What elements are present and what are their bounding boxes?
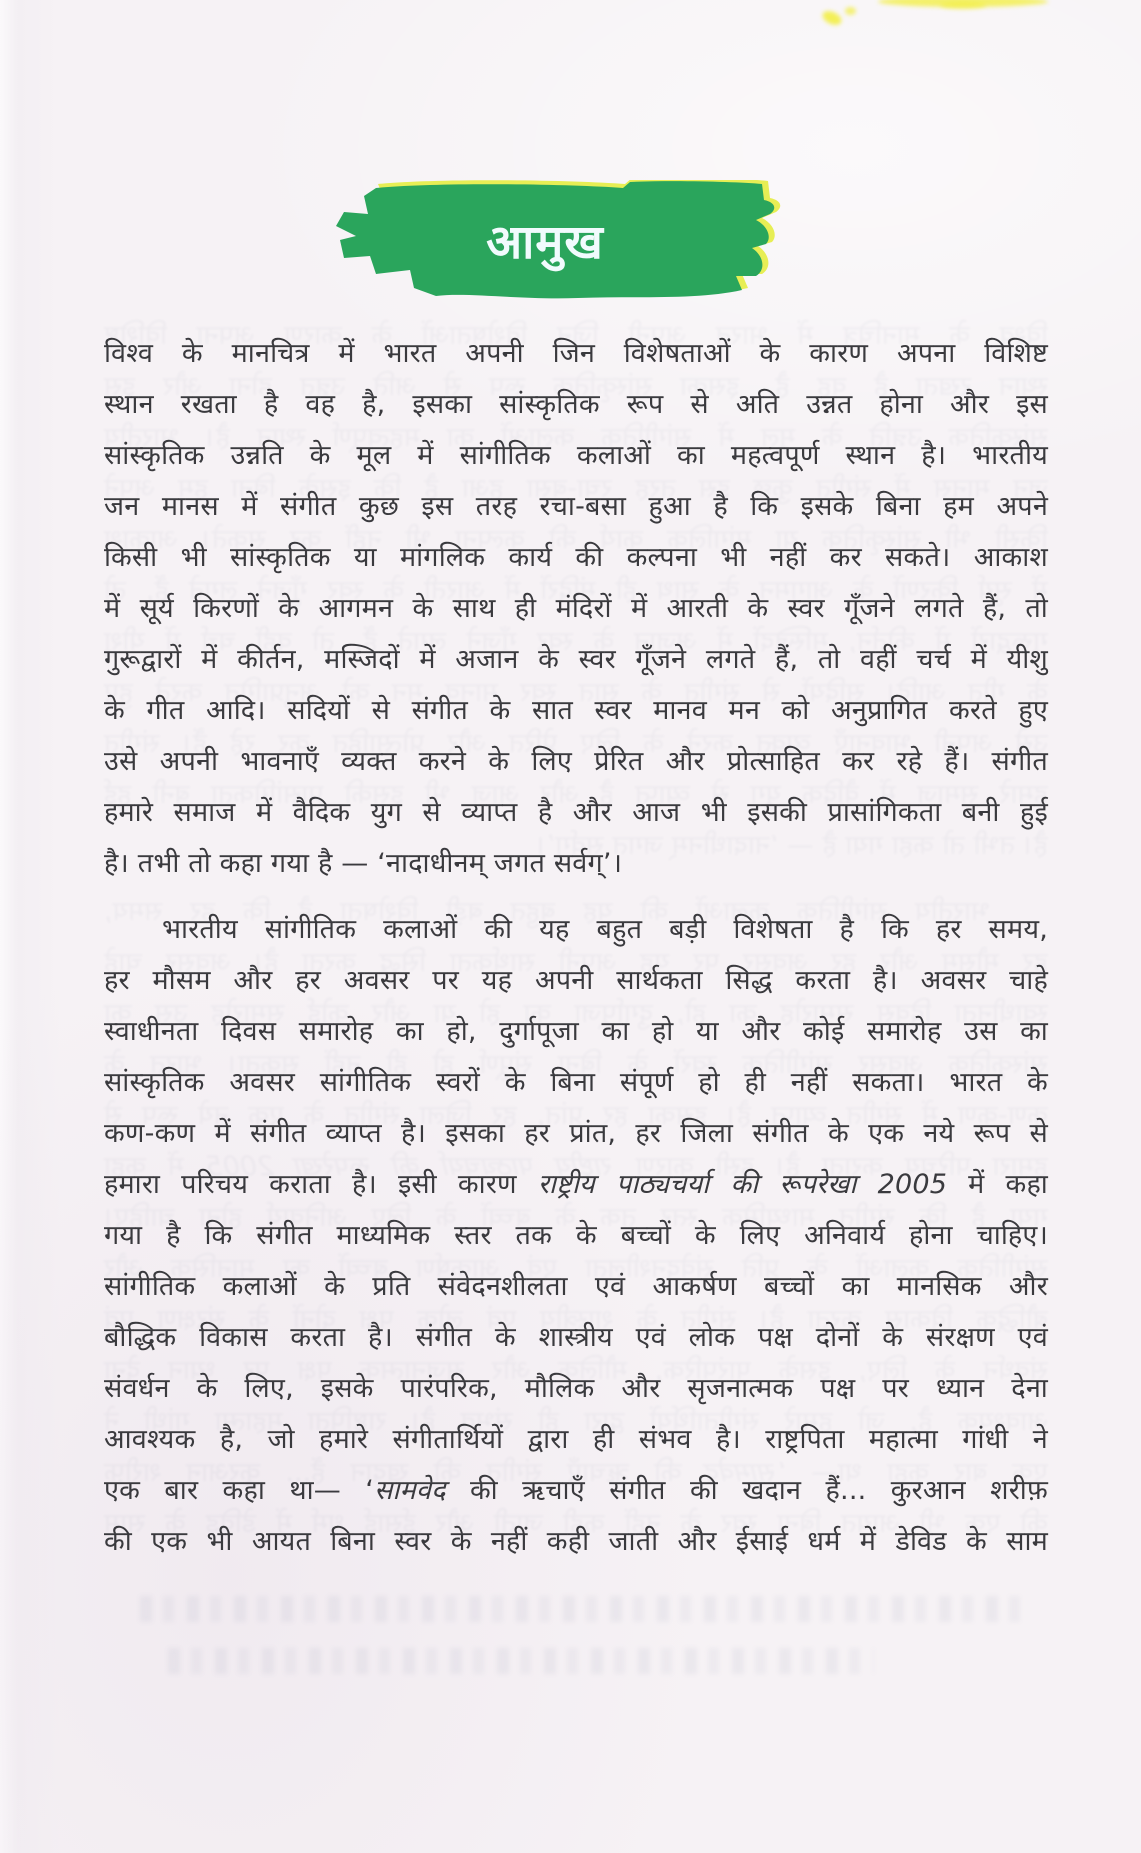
text-line: हमारे समाज में वैदिक युग से व्याप्त है और आज भी इसकी प्रासांगिकता बनी हुई xyxy=(104,797,1048,828)
text-line: में सूर्य किरणों के आगमन के साथ ही मंदिरों में आरती के स्वर गूँजने लगते हैं, तो xyxy=(104,593,1048,624)
text-line: विश्व के मानचित्र में भारत अपनी जिन विशेषताओं के कारण अपना विशिष्ट xyxy=(104,338,1048,369)
text-line: हमारा परिचय कराता है। इसी कारण राष्ट्रीय पाठ्यचर्या की रूपरेखा 2005 में कहा xyxy=(104,1169,1048,1200)
text-line: सांगीतिक कलाओं के प्रति संवेदनशीलता एवं आकर्षण बच्चों का मानसिक और xyxy=(104,1271,1048,1302)
text-line: उसे अपनी भावनाएँ व्यक्त करने के लिए प्रेरित और प्रोत्साहित कर रहे हैं। संगीत xyxy=(104,746,1048,777)
page-title: आमुख xyxy=(486,215,604,270)
bleedthrough-line xyxy=(168,1648,874,1674)
text-line: सांस्कृतिक अवसर सांगीतिक स्वरों के बिना संपूर्ण हो ही नहीं सकता। भारत के xyxy=(104,1067,1048,1098)
bleedthrough-line xyxy=(140,1596,1030,1622)
text-line: स्थान रखता है वह है, इसका सांस्कृतिक रूप से अति उन्नत होना और इस xyxy=(104,389,1048,420)
highlighter-smudge xyxy=(820,8,843,27)
text-line: एक बार कहा था— ‘सामवेद की ऋचाएँ संगीत की खदान हैं... कुरआन शरीफ़ xyxy=(104,1475,1048,1506)
text-line: हर मौसम और हर अवसर पर यह अपनी सार्थकता सिद्ध करता है। अवसर चाहे xyxy=(104,965,1048,996)
text-line: संवर्धन के लिए, इसके पारंपरिक, मौलिक और सृजनात्मक पक्ष पर ध्यान देना xyxy=(104,1373,1048,1404)
text-line: भारतीय सांगीतिक कलाओं की यह बहुत बड़ी विशेषता है कि हर समय, xyxy=(162,914,1048,945)
text-line: किसी भी सांस्कृतिक या मांगलिक कार्य की कल्पना भी नहीं कर सकते। आकाश xyxy=(104,542,1048,573)
highlighter-smudge xyxy=(845,7,856,15)
text-line: गुरूद्वारों में कीर्तन, मस्जिदों में अजान के स्वर गूँजने लगते हैं, तो वहीं चर्च में यीशु xyxy=(104,644,1048,675)
text-line: गया है कि संगीत माध्यमिक स्तर तक के बच्चों के लिए अनिवार्य होना चाहिए। xyxy=(104,1220,1048,1251)
text-line: है। तभी तो कहा गया है — ‘नादाधीनम् जगत सर्वग्’। xyxy=(104,848,623,879)
text-line: के गीत आदि। सदियों से संगीत के सात स्वर मानव मन को अनुप्रागित करते हुए xyxy=(104,695,1048,726)
text-line: कण-कण में संगीत व्याप्त है। इसका हर प्रांत, हर जिला संगीत के एक नये रूप से xyxy=(104,1118,1048,1149)
text-line: बौद्धिक विकास करता है। संगीत के शास्त्रीय एवं लोक पक्ष दोनों के संरक्षण एवं xyxy=(104,1322,1048,1353)
chapter-banner xyxy=(318,180,782,308)
text-line: की एक भी आयत बिना स्वर के नहीं कही जाती और ईसाई धर्म में डेविड के साम xyxy=(104,1526,1048,1557)
text-line: सांस्कृतिक उन्नति के मूल में सांगीतिक कलाओं का महत्वपूर्ण स्थान है। भारतीय xyxy=(104,440,1048,471)
text-line: जन मानस में संगीत कुछ इस तरह रचा-बसा हुआ है कि इसके बिना हम अपने xyxy=(104,491,1048,522)
body-text xyxy=(104,328,1048,1582)
text-line: आवश्यक है, जो हमारे संगीतार्थियों द्वारा ही संभव है। राष्ट्रपिता महात्मा गांधी ने xyxy=(104,1424,1048,1455)
text-line: स्वाधीनता दिवस समारोह का हो, दुर्गापूजा का हो या और कोई समारोह उस का xyxy=(104,1016,1048,1047)
highlighter-smudge xyxy=(940,2,986,9)
